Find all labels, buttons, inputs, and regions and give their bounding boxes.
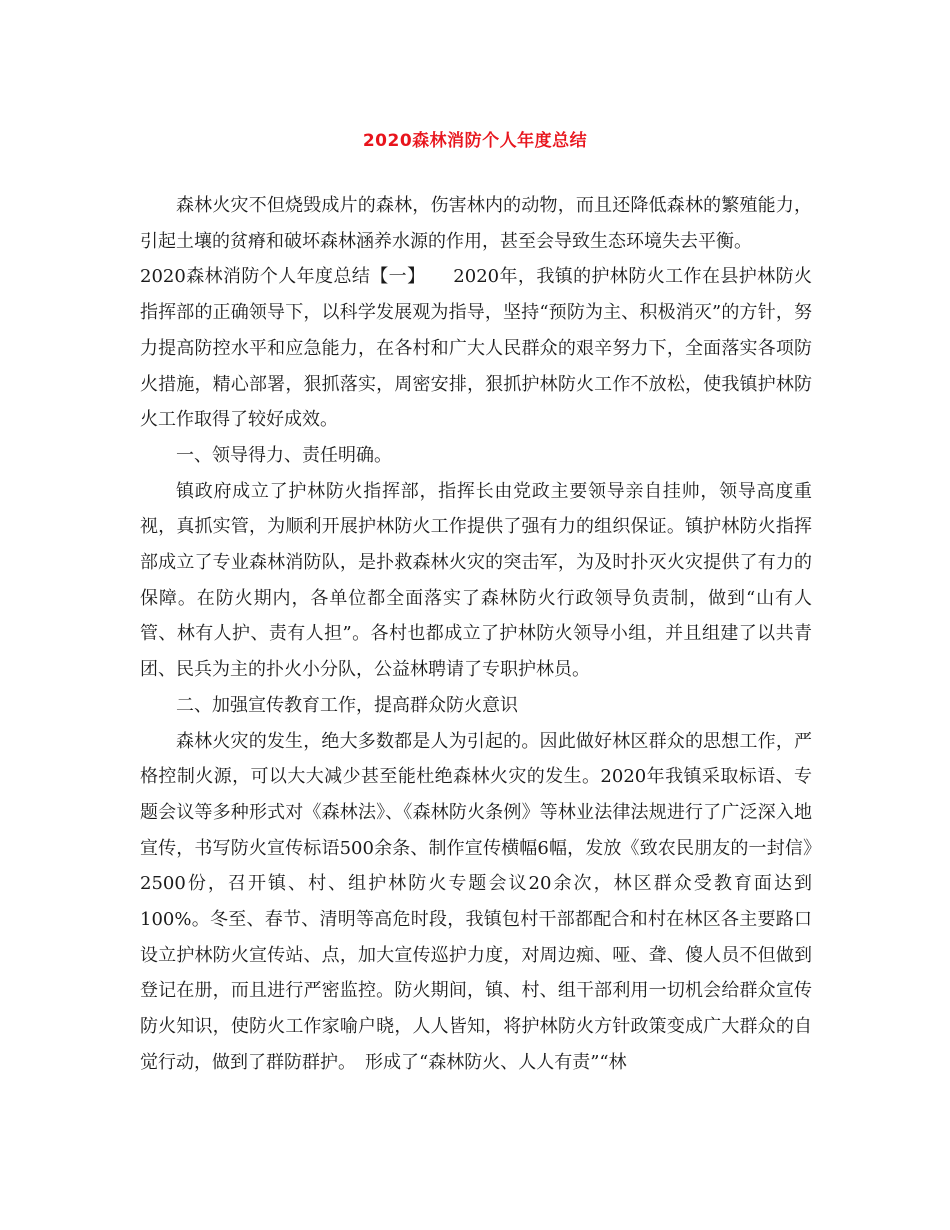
section-heading-leadership: 一、领导得力、责任明确。 [176, 444, 392, 466]
document-body [140, 188, 812, 1081]
paragraph-intro: 森林火灾不但烧毁成片的森林，伤害林内的动物，而且还降低森林的繁殖能力，引起土壤的贫瘠和破坏森林涵养水源的作用，甚至会导致生态环境失去平衡。 [140, 195, 812, 252]
paragraph-leadership: 镇政府成立了护林防火指挥部，指挥长由党政主要领导亲自挂帅，领导高度重视，真抓实管，为顺利开展护林防火工作提供了强有力的组织保证。镇护林防火指挥部成立了专业森林消防队，是扑救森林火灾的突击军，为及时扑灭火灾提供了有力的保障。在防火期内，各单位都全面落实了森林防火行政领导负责制，做到“山有人管、林有人护、责有人担”。各村也都成立了护林防火领导小组，并且组建了以共青团、民兵为主的扑火小分队，公益林聘请了专职护林员。 [140, 480, 812, 681]
paragraph-section-one-opening: 2020森林消防个人年度总结【一】 2020年，我镇的护林防火工作在县护林防火指挥部的正确领导下，以科学发展观为指导，坚持“预防为主、积极消灭”的方针，努力提高防控水平和应急能力，在各村和广大人民群众的艰辛努力下，全面落实各项防火措施，精心部署，狠抓落实，周密安排，狠抓护林防火工作不放松，使我镇护林防火工作取得了较好成效。 [140, 266, 812, 431]
section-heading-publicity: 二、加强宣传教育工作，提高群众防火意识 [176, 694, 518, 716]
paragraph-publicity: 森林火灾的发生，绝大多数都是人为引起的。因此做好林区群众的思想工作，严格控制火源，可以大大减少甚至能杜绝森林火灾的发生。2020年我镇采取标语、专题会议等多种形式对《森林法》、《森林防火条例》等林业法律法规进行了广泛深入地宣传，书写防火宣传标语500余条、制作宣传横幅6幅，发放《致农民朋友的一封信》2500份，召开镇、村、组护林防火专题会议20余次，林区群众受教育面达到100%。冬至、春节、清明等高危时段，我镇包村干部都配合和村在林区各主要路口设立护林防火宣传站、点，加大宣传巡护力度，对周边痴、哑、聋、傻人员不但做到登记在册，而且进行严密监控。防火期间，镇、村、组干部利用一切机会给群众宣传防火知识，使防火工作家喻户晓，人人皆知，将护林防火方针政策变成广大群众的自觉行动，做到了群防群护。 形成了“森林防火、人人有责”“林 [140, 730, 812, 1073]
document-title: 2020森林消防个人年度总结 [362, 131, 588, 151]
